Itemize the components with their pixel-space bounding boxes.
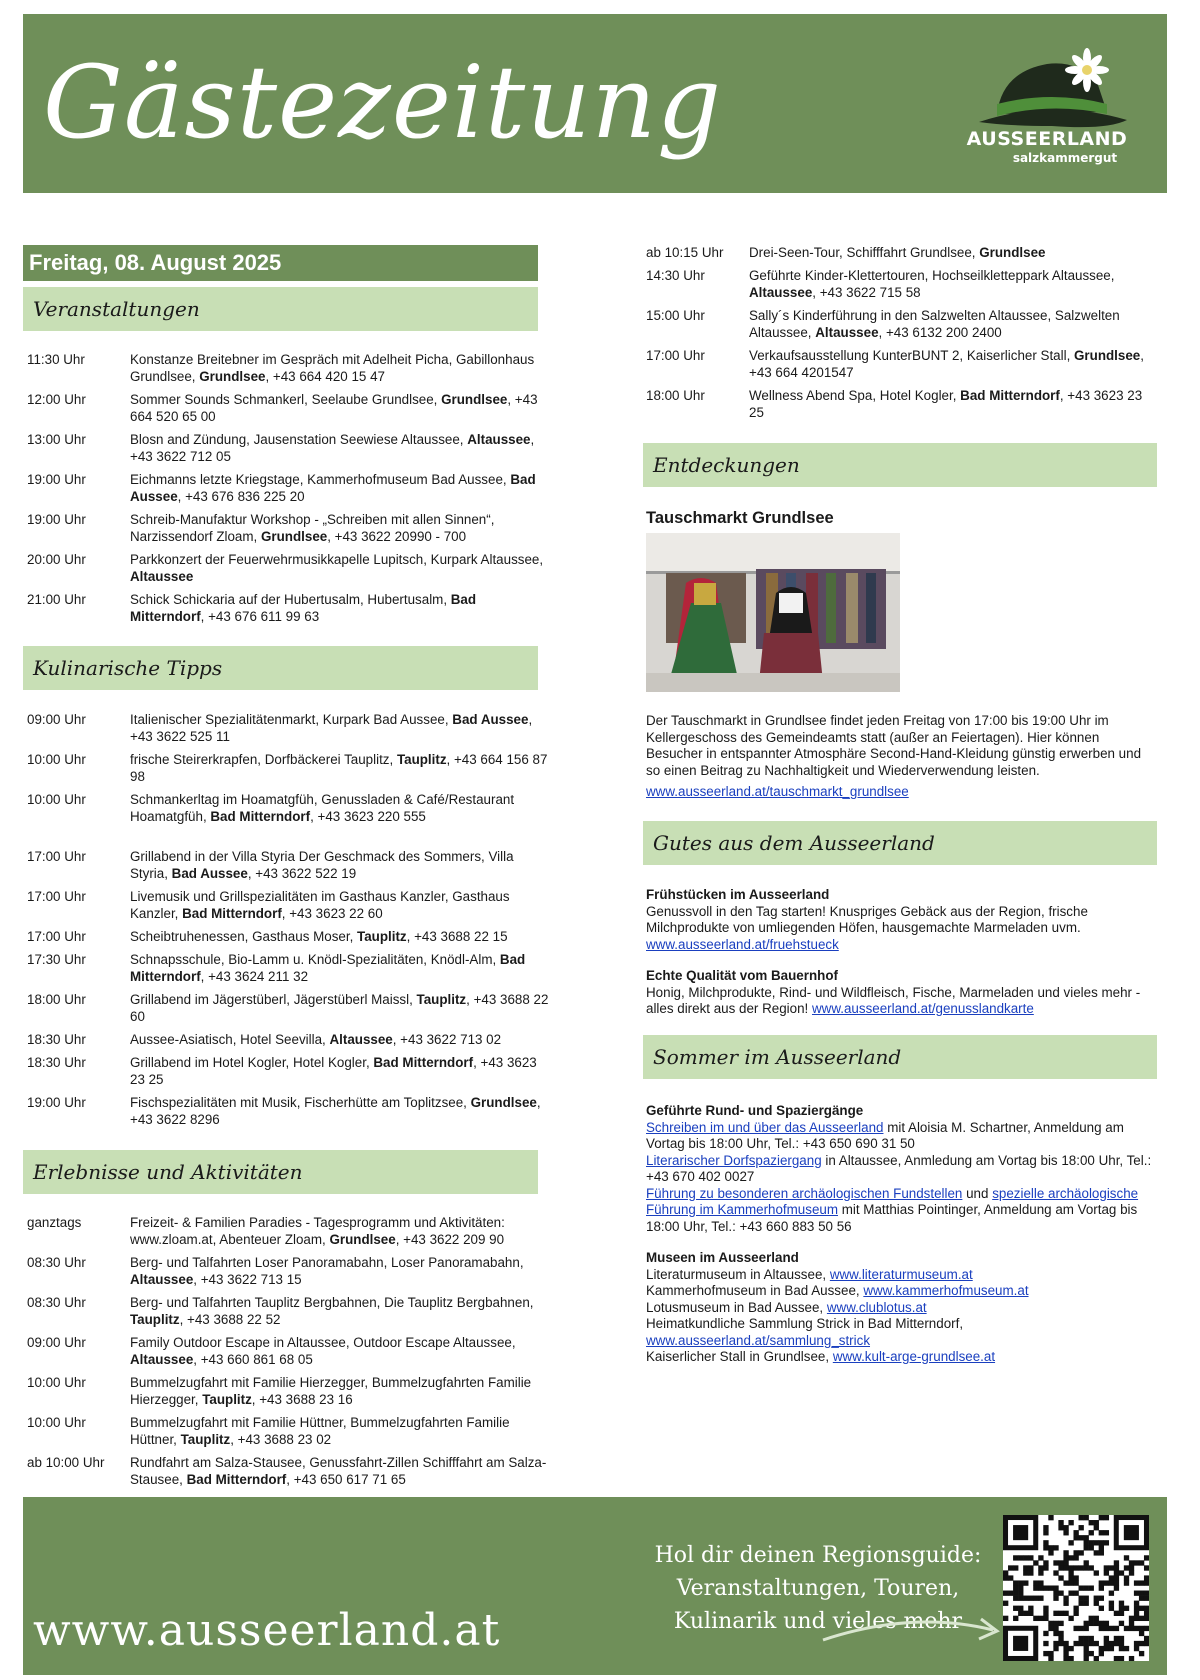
museum-link[interactable]: www.kammerhofmuseum.at bbox=[863, 1283, 1029, 1298]
event-time: 08:30 Uhr bbox=[27, 1255, 86, 1270]
event-time: 13:00 Uhr bbox=[27, 432, 86, 447]
spaziergaenge-title: Geführte Rund- und Spaziergänge bbox=[646, 1103, 864, 1118]
event-location: Altaussee bbox=[467, 432, 531, 447]
arrow-icon bbox=[813, 1605, 1013, 1655]
event-description: Berg- und Talfahrten Tauplitz Bergbahnen, Die Tauplitz Bergbahnen, Tauplitz, +43 3688 22 52 bbox=[130, 1295, 534, 1327]
museum-item: Kaiserlicher Stall in Grundlsee, bbox=[646, 1349, 833, 1364]
event-description: Sommer Sounds Schmankerl, Seelaube Grundlsee, Grundlsee, +43 664 520 65 00 bbox=[130, 392, 538, 424]
event-location: Altaussee bbox=[749, 284, 813, 300]
header-banner bbox=[23, 14, 1167, 193]
event-description: Scheibtruhenessen, Gasthaus Moser, Tauplitz, +43 3688 22 15 bbox=[130, 929, 508, 944]
event-time: 14:30 Uhr bbox=[646, 268, 705, 283]
event-time: 18:00 Uhr bbox=[27, 992, 86, 1007]
tauschmarkt-heading: Tauschmarkt Grundlsee bbox=[646, 509, 834, 527]
schreiben-link[interactable]: Schreiben im und über das Ausseerland bbox=[646, 1119, 884, 1135]
qr-code-icon bbox=[1003, 1515, 1149, 1661]
fruehstueck-link[interactable]: www.ausseerland.at/fruehstueck bbox=[646, 936, 839, 952]
museum-link[interactable]: www.literaturmuseum.at bbox=[829, 1266, 973, 1282]
event-description: Family Outdoor Escape in Altaussee, Outdoor Escape Altaussee, Altaussee, +43 660 861 68 05 bbox=[130, 1335, 516, 1367]
event-location: Altaussee bbox=[329, 1032, 393, 1047]
tauschmarkt-link[interactable]: www.ausseerland.at/tauschmarkt_grundlsee bbox=[646, 784, 909, 799]
event-time: ab 10:00 Uhr bbox=[27, 1455, 105, 1470]
section-sommer: Sommer im Ausseerland bbox=[643, 1035, 1157, 1079]
event-description: Drei-Seen-Tour, Schifffahrt Grundlsee, Grundlsee bbox=[749, 245, 1046, 260]
museum-item: Lotusmuseum in Bad Aussee, bbox=[646, 1299, 827, 1315]
tauschmarkt-text: Der Tauschmarkt in Grundlsee findet jeden Freitag von 17:00 bis 19:00 Uhr im Kellergeschoss des Gemeindeamts statt (außer an Feiertagen). Hier können Besucher in entspannter Atmosphäre Second-Hand-Kleidung günstig erwerben und so einen Beitrag zu Nachhaltigkeit und Wiederverwendung leisten. bbox=[646, 713, 1142, 778]
event-time: 18:00 Uhr bbox=[646, 388, 705, 403]
event-location: Bad Mitterndorf bbox=[186, 1471, 287, 1487]
section-kulinarische-tipps: Kulinarische Tipps bbox=[23, 646, 538, 690]
event-description: Sally´s Kinderführung in den Salzwelten Altaussee, Salzwelten Altaussee, Altaussee, +43 6132 200 2400 bbox=[749, 308, 1120, 340]
event-description: Geführte Kinder-Klettertouren, Hochseilklettерpark Altaussee, Altaussee, +43 3622 715 58 bbox=[749, 268, 1115, 300]
connector-text: und bbox=[962, 1185, 993, 1201]
event-time: 19:00 Uhr bbox=[27, 512, 86, 527]
date-heading: Freitag, 08. August 2025 bbox=[23, 245, 538, 281]
ausseerland-logo[interactable] bbox=[957, 42, 1137, 172]
event-location: Grundlsee bbox=[1074, 348, 1141, 363]
event-location: Bad Mitterndorf bbox=[960, 388, 1060, 403]
hat-edelweiss-icon bbox=[957, 42, 1137, 142]
event-time: 18:30 Uhr bbox=[27, 1055, 86, 1070]
museum-item: Heimatkundliche Sammlung Strick in Bad Mitterndorf, bbox=[646, 1316, 964, 1331]
fruehstueck-title: Frühstücken im Ausseerland bbox=[646, 887, 830, 902]
logo-subtitle: salzkammergut bbox=[1012, 151, 1118, 165]
event-time: 21:00 Uhr bbox=[27, 592, 86, 607]
event-description: Freizeit- & Familien Paradies - Tagesprogramm und Aktivitäten: www.zloam.at, Abenteuer Zloam, Grundlsee, +43 3622 209 90 bbox=[130, 1215, 505, 1247]
event-time: 10:00 Uhr bbox=[27, 752, 86, 767]
event-location: Altaussee bbox=[815, 324, 879, 340]
event-description: Wellness Abend Spa, Hotel Kogler, Bad Mitterndorf, +43 3623 23 25 bbox=[749, 388, 1143, 420]
museen-block bbox=[646, 1250, 1156, 1366]
section-gutes: Gutes aus dem Ausseerland bbox=[643, 821, 1157, 865]
event-location: Grundlsee bbox=[470, 1095, 537, 1110]
spaziergaenge-block bbox=[646, 1103, 1156, 1235]
event-time: 17:30 Uhr bbox=[27, 952, 86, 967]
event-location: Bad Aussee bbox=[171, 865, 248, 881]
event-location: Bad Mitterndorf bbox=[130, 952, 526, 984]
event-description: frische Steirerkrapfen, Dorfbäckerei Tauplitz, Tauplitz, +43 664 156 87 98 bbox=[130, 752, 548, 784]
event-description: Bummelzugfahrt mit Familie Hierzegger, Bummelzugfahrten Familie Hierzegger, Tauplitz, +43 3688 23 16 bbox=[130, 1375, 532, 1407]
bauernhof-text: Honig, Milchprodukte, Rind- und Wildfleisch, Fische, Marmeladen und vieles mehr - alles direkt aus der Region! bbox=[646, 984, 1141, 1016]
fundstellen-link[interactable]: Führung zu besonderen archäologischen Fundstellen bbox=[646, 1185, 963, 1201]
guide-line: Veranstaltungen, Touren, bbox=[676, 1576, 960, 1601]
dorfspaziergang-link[interactable]: Literarischer Dorfspaziergang bbox=[646, 1152, 822, 1168]
fruehstueck-text: Genussvoll in den Tag starten! Knuspriges Gebäck aus der Region, frische Milchprodukte von umliegenden Höfen, hausgemachte Marmeladen uvm. bbox=[646, 903, 1088, 935]
kammerhof-fuehrung-text: mit Matthias Pointinger, Anmeldung am Vortag bis 18:00 Uhr, Tel.: +43 660 883 50 56 bbox=[646, 1202, 1138, 1234]
event-time: 11:30 Uhr bbox=[27, 352, 85, 367]
event-time: 10:00 Uhr bbox=[27, 792, 86, 807]
event-location: Tauplitz bbox=[357, 929, 407, 944]
schreiben-text: mit Aloisia M. Schartner, Anmeldung am Vortag bis 18:00 Uhr, Tel.: +43 650 690 31 50 bbox=[646, 1119, 1124, 1151]
event-description: Verkaufsausstellung KunterBUNT 2, Kaiserlicher Stall, Grundlsee, +43 664 4201547 bbox=[749, 348, 1144, 380]
event-location: Grundlsee bbox=[199, 368, 266, 384]
museum-item: Kammerhofmuseum in Bad Aussee, bbox=[646, 1283, 864, 1298]
museum-item: Literaturmuseum in Altaussee, bbox=[646, 1266, 830, 1282]
event-time: 20:00 Uhr bbox=[27, 552, 86, 567]
event-location: Altaussee bbox=[130, 1351, 194, 1367]
bauernhof-title: Echte Qualität vom Bauernhof bbox=[646, 968, 838, 983]
museum-link[interactable]: www.kult-arge-grundlsee.at bbox=[832, 1349, 996, 1364]
event-description: Aussee-Asiatisch, Hotel Seevilla, Altaussee, +43 3622 713 02 bbox=[130, 1032, 502, 1047]
museum-link[interactable]: www.clublotus.at bbox=[826, 1299, 927, 1315]
event-location: Altaussee bbox=[130, 1271, 194, 1287]
event-location: Tauplitz bbox=[396, 752, 447, 767]
event-time: 12:00 Uhr bbox=[27, 392, 86, 407]
bauernhof-block bbox=[646, 968, 1156, 1018]
event-description: Grillabend im Hotel Kogler, Hotel Kogler, Bad Mitterndorf, +43 3623 23 25 bbox=[130, 1055, 537, 1087]
event-location: Tauplitz bbox=[130, 1311, 180, 1327]
section-veranstaltungen: Veranstaltungen bbox=[23, 287, 538, 331]
event-location: Bad Mitterndorf bbox=[182, 905, 282, 921]
event-time: 17:00 Uhr bbox=[646, 348, 705, 363]
guide-line: Hol dir deinen Regionsguide: bbox=[654, 1543, 982, 1568]
event-time: 17:00 Uhr bbox=[27, 929, 86, 944]
event-time: 09:00 Uhr bbox=[27, 1335, 86, 1350]
qr-code[interactable] bbox=[1003, 1515, 1149, 1661]
genusslandkarte-link[interactable]: www.ausseerland.at/genusslandkarte bbox=[811, 1001, 1034, 1016]
event-description: Bummelzugfahrt mit Familie Hüttner, Bummelzugfahrten Familie Hüttner, Tauplitz, +43 3688 23 02 bbox=[130, 1415, 510, 1447]
event-time: ganztags bbox=[27, 1215, 82, 1230]
event-description: Fischspezialitäten mit Musik, Fischerhütte am Toplitzsee, Grundlsee, +43 3622 8296 bbox=[130, 1095, 541, 1127]
footer-website[interactable]: www.ausseerland.at bbox=[33, 1605, 501, 1656]
event-description: Livemusik und Grillspezialitäten im Gasthaus Kanzler, Gasthaus Kanzler, Bad Mitterndorf, +43 3623 22 60 bbox=[130, 889, 510, 921]
event-description: Schnapsschule, Bio-Lamm u. Knödl-Spezialitäten, Knödl-Alm, Bad Mitterndorf, +43 3624 211 32 bbox=[130, 952, 526, 984]
event-location: Bad Mitterndorf bbox=[373, 1055, 474, 1070]
event-description: Schreib-Manufaktur Workshop - „Schreiben mit allen Sinnen“, Narzissendorf Zloam, Grundlsee, +43 3622 20990 - 700 bbox=[130, 512, 495, 544]
event-location: Altaussee bbox=[130, 568, 194, 584]
tauschmarkt-photo bbox=[646, 533, 900, 692]
kammerhof-fuehrung-link[interactable]: spezielle archäologische Führung im Kammerhofmuseum bbox=[646, 1185, 1139, 1217]
section-erlebnisse: Erlebnisse und Aktivitäten bbox=[23, 1150, 538, 1194]
event-description: Grillabend im Jägerstüberl, Jägerstüberl Maissl, Tauplitz, +43 3688 22 60 bbox=[130, 992, 549, 1024]
page-title: Gästezeitung bbox=[43, 44, 723, 161]
event-time: 10:00 Uhr bbox=[27, 1415, 86, 1430]
event-description: Schmankerltag im Hoamatgfüh, Genussladen & Café/Restaurant Hoamatgfüh, Bad Mitterndorf, +43 3623 220 555 bbox=[130, 792, 515, 824]
museum-link[interactable]: www.ausseerland.at/sammlung_strick bbox=[646, 1332, 871, 1348]
fruehstueck-block bbox=[646, 887, 1156, 953]
event-location: Tauplitz bbox=[202, 1391, 252, 1407]
event-description: Berg- und Talfahrten Loser Panoramabahn, Loser Panoramabahn, Altaussee, +43 3622 713 15 bbox=[130, 1255, 524, 1287]
event-description: Parkkonzert der Feuerwehrmusikkapelle Lupitsch, Kurpark Altaussee, Altaussee bbox=[130, 552, 544, 584]
event-location: Bad Aussee bbox=[130, 472, 536, 504]
event-location: Grundlsee bbox=[979, 245, 1046, 260]
event-time: 10:00 Uhr bbox=[27, 1375, 86, 1390]
event-time: 18:30 Uhr bbox=[27, 1032, 86, 1047]
event-location: Bad Mitterndorf bbox=[210, 808, 311, 824]
event-description: Blosn and Zündung, Jausenstation Seewiese Altaussee, Altaussee, +43 3622 712 05 bbox=[130, 432, 535, 464]
event-location: Grundlsee bbox=[441, 392, 508, 407]
event-description: Schick Schickaria auf der Hubertusalm, Hubertusalm, Bad Mitterndorf, +43 676 611 99 63 bbox=[130, 592, 477, 624]
event-time: 17:00 Uhr bbox=[27, 889, 86, 904]
event-location: Grundlsee bbox=[329, 1231, 396, 1247]
event-description: Grillabend in der Villa Styria Der Geschmack des Sommers, Villa Styria, Bad Aussee, +43 3622 522 19 bbox=[130, 849, 514, 881]
event-location: Bad Aussee bbox=[452, 712, 529, 727]
event-time: 19:00 Uhr bbox=[27, 1095, 86, 1110]
event-time: 19:00 Uhr bbox=[27, 472, 86, 487]
event-time: ab 10:15 Uhr bbox=[646, 245, 724, 260]
event-location: Tauplitz bbox=[416, 992, 467, 1007]
event-time: 15:00 Uhr bbox=[646, 308, 705, 323]
guide-line: Kulinarik und vieles mehr bbox=[673, 1609, 963, 1634]
event-time: 17:00 Uhr bbox=[27, 849, 86, 864]
section-entdeckungen: Entdeckungen bbox=[643, 443, 1157, 487]
event-description: Konstanze Breitebner im Gespräch mit Adelheit Picha, Gabillonhaus Grundlsee, Grundlsee, +43 664 420 15 47 bbox=[130, 352, 535, 384]
event-time: 08:30 Uhr bbox=[27, 1295, 86, 1310]
footer-banner bbox=[23, 1497, 1167, 1675]
logo-name: AUSSEERLAND bbox=[966, 128, 1128, 150]
event-time: 09:00 Uhr bbox=[27, 712, 86, 727]
museen-title: Museen im Ausseerland bbox=[646, 1250, 799, 1265]
event-location: Tauplitz bbox=[180, 1431, 231, 1447]
dorfspaziergang-text: in Altaussee, Anmledung am Vortag bis 18:00 Uhr, Tel.: +43 670 402 0027 bbox=[646, 1152, 1152, 1184]
event-description: Italienischer Spezialitätenmarkt, Kurpark Bad Aussee, Bad Aussee, +43 3622 525 11 bbox=[130, 712, 533, 744]
event-location: Bad Mitterndorf bbox=[130, 592, 477, 624]
event-description: Eichmanns letzte Kriegstage, Kammerhofmuseum Bad Aussee, Bad Aussee, +43 676 836 225 20 bbox=[130, 472, 536, 504]
event-description: Rundfahrt am Salza-Stausee, Genussfahrt-Zillen Schifffahrt am Salza-Stausee, Bad Mitterndorf, +43 650 617 71 65 bbox=[130, 1455, 547, 1487]
event-location: Grundlsee bbox=[260, 528, 328, 544]
